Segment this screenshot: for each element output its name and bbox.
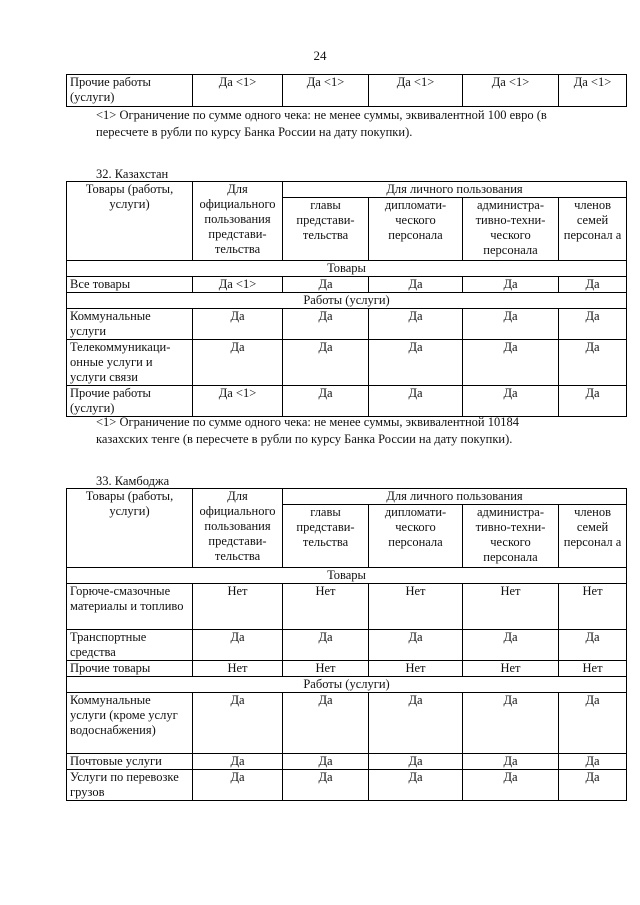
table-cell: Да: [283, 754, 369, 770]
table-cell: Да: [193, 630, 283, 661]
footnote-line: пересчете в рубли по курсу Банка России на дату покупки).: [96, 124, 413, 139]
table-row: [67, 770, 627, 801]
table-cell: Да: [283, 630, 369, 661]
row-label: Коммунальные услуги (кроме услуг водоснабжения): [67, 693, 193, 754]
table-row: [67, 340, 627, 386]
row-label: Все товары: [67, 277, 193, 293]
table-cell: Нет: [283, 584, 369, 630]
table-cell: Да <1>: [463, 75, 559, 107]
row-label: Услуги по перевозке грузов: [67, 770, 193, 801]
table-cell: Нет: [559, 661, 627, 677]
top-table: [66, 74, 627, 107]
row-label: Прочие работы (услуги): [67, 75, 193, 107]
table-cell: Да: [193, 754, 283, 770]
table-row: [67, 661, 627, 677]
header-diplomatic: дипломати-ческого персонала: [369, 505, 463, 568]
table-cell: Да: [193, 309, 283, 340]
table-cell: Да: [283, 309, 369, 340]
table-row: [67, 693, 627, 754]
footnote-1: [66, 107, 628, 141]
header-goods: Товары (работы, услуги): [67, 489, 193, 568]
table-cell: Да: [283, 770, 369, 801]
kazakhstan-table: [66, 181, 627, 417]
table-cell: Да: [463, 770, 559, 801]
table-cell: Да: [369, 770, 463, 801]
header-personal: Для личного пользования: [283, 489, 627, 505]
table-cell: Да: [463, 340, 559, 386]
table-row: [67, 584, 627, 630]
table-cell: Да: [559, 340, 627, 386]
row-label: Прочие работы (услуги): [67, 386, 193, 417]
footnote-kazakhstan: [66, 414, 628, 448]
table-cell: Да <1>: [283, 75, 369, 107]
table-cell: Нет: [193, 584, 283, 630]
table-row: [67, 309, 627, 340]
section-row-goods: Товары: [67, 568, 627, 584]
table-cell: Да: [463, 754, 559, 770]
header-personal: Для личного пользования: [283, 182, 627, 198]
section-row-goods: Товары: [67, 261, 627, 277]
table-cell: Да: [463, 277, 559, 293]
header-heads: главы представи-тельства: [283, 505, 369, 568]
header-family: членов семей персонал а: [559, 198, 627, 261]
table-cell: Да: [193, 770, 283, 801]
table-cell: Да: [559, 770, 627, 801]
table-cell: Да: [193, 340, 283, 386]
table-cell: Да <1>: [193, 75, 283, 107]
table-cell: Нет: [369, 584, 463, 630]
table-cell: Да <1>: [559, 75, 627, 107]
table-cell: Да: [559, 277, 627, 293]
row-label: Телекоммуникаци-онные услуги и услуги связи: [67, 340, 193, 386]
row-label: Горюче-смазочные материалы и топливо: [67, 584, 193, 630]
header-goods: Товары (работы, услуги): [67, 182, 193, 261]
table-cell: Да: [559, 309, 627, 340]
table-cell: Да: [193, 693, 283, 754]
table-row: [67, 386, 627, 417]
table-cell: Да <1>: [193, 277, 283, 293]
table-cell: Нет: [193, 661, 283, 677]
table-cell: Нет: [559, 584, 627, 630]
table-cell: Да: [559, 386, 627, 417]
footnote-line: <1> Ограничение по сумме одного чека: не менее суммы, эквивалентной 10184: [96, 415, 519, 429]
header-admin: администра-тивно-техни-ческого персонала: [463, 198, 559, 261]
table-cell: Да: [463, 630, 559, 661]
table-cell: Да: [369, 386, 463, 417]
table-cell: Да: [283, 386, 369, 417]
header-family: членов семей персонал а: [559, 505, 627, 568]
table-cell: Да: [369, 340, 463, 386]
section-row-works: Работы (услуги): [67, 677, 627, 693]
table-cell: Да <1>: [369, 75, 463, 107]
table-cell: Да: [369, 754, 463, 770]
table-cell: Да: [369, 693, 463, 754]
cambodia-table: [66, 488, 627, 801]
header-heads: главы представи-тельства: [283, 198, 369, 261]
table-cell: Да: [559, 693, 627, 754]
table-cell: Да: [463, 693, 559, 754]
table-cell: Да: [369, 309, 463, 340]
table-row: [67, 277, 627, 293]
table-cell: Нет: [369, 661, 463, 677]
table-cell: Да: [559, 754, 627, 770]
table-cell: Нет: [463, 661, 559, 677]
section-row-works: Работы (услуги): [67, 293, 627, 309]
table-cell: Да: [463, 386, 559, 417]
table-cell: Да: [283, 277, 369, 293]
table-row: [67, 630, 627, 661]
row-label: Прочие товары: [67, 661, 193, 677]
table-cell: Да <1>: [193, 386, 283, 417]
header-diplomatic: дипломати-ческого персонала: [369, 198, 463, 261]
table-cell: Да: [463, 309, 559, 340]
table-row: [67, 75, 627, 107]
table-cell: Нет: [283, 661, 369, 677]
table-cell: Да: [369, 277, 463, 293]
row-label: Почтовые услуги: [67, 754, 193, 770]
table-cell: Да: [283, 340, 369, 386]
header-official: Для официального пользования представи-тельства: [193, 489, 283, 568]
footnote-line: <1> Ограничение по сумме одного чека: не менее суммы, эквивалентной 100 евро (в: [96, 108, 547, 122]
table-cell: Да: [283, 693, 369, 754]
header-admin: администра-тивно-техни-ческого персонала: [463, 505, 559, 568]
row-label: Транспортные средства: [67, 630, 193, 661]
table-cell: Да: [369, 630, 463, 661]
row-label: Коммунальные услуги: [67, 309, 193, 340]
footnote-line: казахских тенге (в пересчете в рубли по курсу Банка России на дату покупки).: [96, 431, 513, 446]
page-number: 24: [313, 48, 327, 63]
table-cell: Нет: [463, 584, 559, 630]
section-title-cambodia: 33. Камбоджа: [96, 474, 170, 488]
header-official: Для официального пользования представи-тельства: [193, 182, 283, 261]
table-row: [67, 754, 627, 770]
table-cell: Да: [559, 630, 627, 661]
section-title-kazakhstan: 32. Казахстан: [96, 167, 169, 181]
